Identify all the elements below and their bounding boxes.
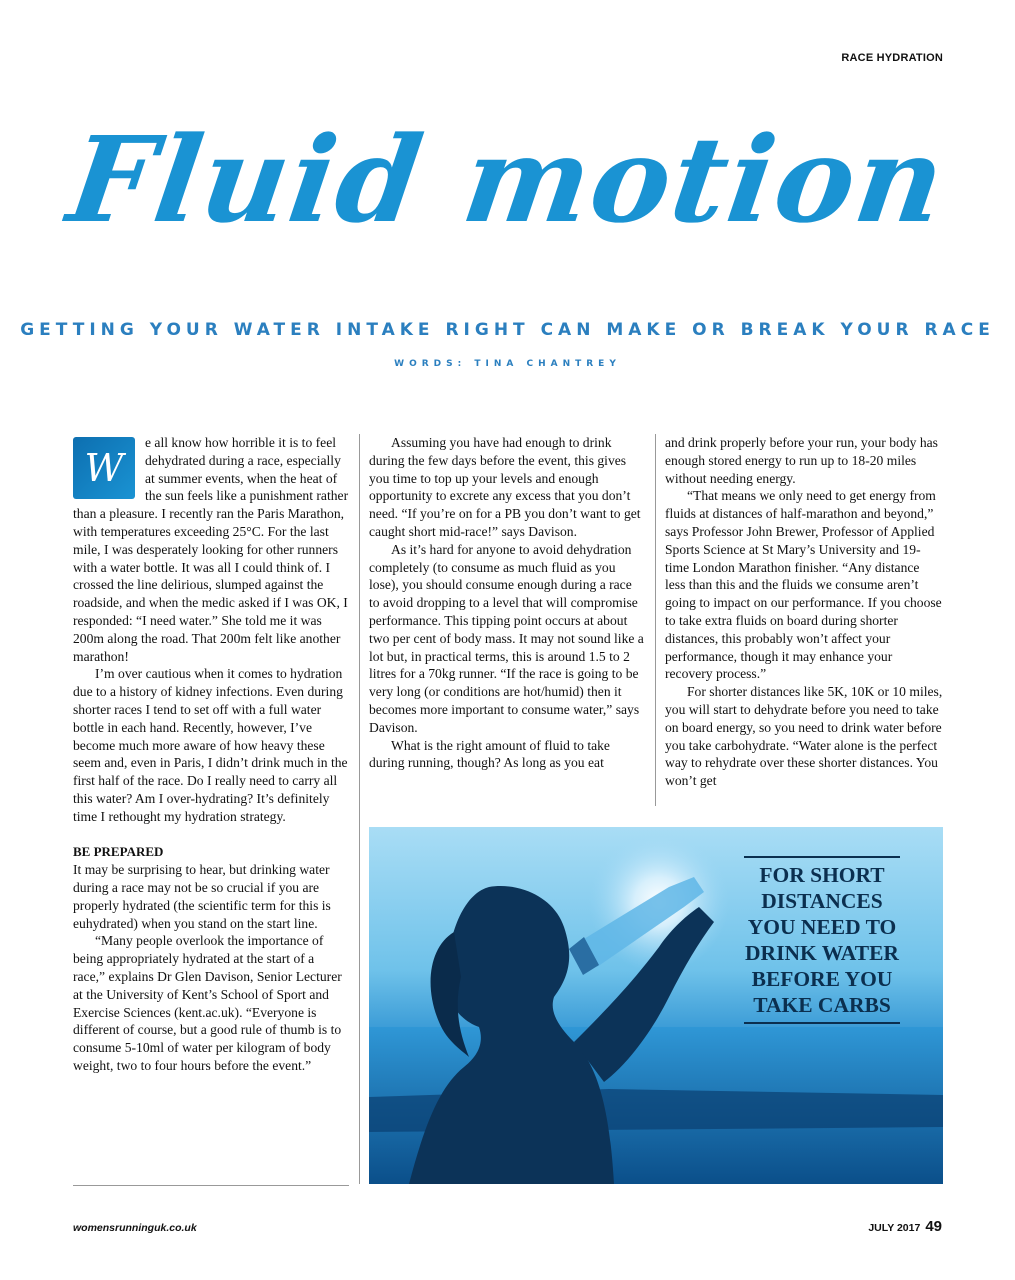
- article-column-2: [369, 434, 644, 772]
- headline: Fluid motion: [60, 110, 955, 249]
- article-column-1: [73, 434, 349, 1075]
- pull-quote: [742, 856, 902, 1024]
- column-divider: [655, 434, 656, 806]
- article-column-3: [665, 434, 943, 790]
- page-number: 49: [925, 1218, 942, 1235]
- paragraph: As it’s hard for anyone to avoid dehydration completely (to consume as much fluid as you lose), you should consume enough during a race to avoid dropping to a level that will compromise performance. This tipping point occurs at about two per cent of body mass. It may not sound like a lot but, in practical terms, this is around 1.5 to 2 litres for a 70kg runner. “If the race is going to be very long (or conditions are hot/humid) then it becomes more important to consume water,” says Davison.: [369, 541, 644, 735]
- byline: WORDS: TINA CHANTREY: [394, 359, 621, 369]
- standfirst: GETTING YOUR WATER INTAKE RIGHT CAN MAKE OR BREAK YOUR RACE: [20, 320, 995, 340]
- paragraph: e all know how horrible it is to feel dehydrated during a race, especially at summer events, when the heat of the sun feels like a punishment rather than a pleasure. I recently ran the Paris Marathon, with temperatures exceeding 25°C. For the last mile, I was desperately looking for other runners with a water bottle. It was all I could think of. I crossed the line delirious, slumped against the roadside, and when the medic asked if I was OK, I responded: “I need water.” She told me it was 200m along the road. That 200m felt like another marathon!: [73, 435, 349, 664]
- dropcap: W: [73, 437, 135, 499]
- pull-quote-bottom-rule: [744, 1022, 900, 1024]
- pull-quote-text: FOR SHORT DISTANCES YOU NEED TO DRINK WATER BEFORE YOU TAKE CARBS: [745, 863, 899, 1017]
- footer-issue: JULY 2017: [868, 1222, 921, 1234]
- paragraph: Assuming you have had enough to drink during the few days before the event, this gives you time to top up your levels and enough opportunity to excrete any excess that you don’t need. “If you’re on for a PB you don’t want to get caught short mid-race!” says Davison.: [369, 435, 641, 539]
- subheading: BE PREPARED: [73, 844, 164, 860]
- paragraph: “Many people overlook the importance of being appropriately hydrated at the start of a race,” explains Dr Glen Davison, Senior Lecturer at the University of Kent’s School of Sport and Exercise Sciences (kent.ac.uk). “Everyone is different of course, but a good rule of thumb is to consume 5-10ml of water per kilogram of body weight, two to four hours before the event.”: [73, 933, 342, 1073]
- footer-website: womensrunninguk.co.uk: [73, 1222, 197, 1234]
- column-end-rule: [73, 1185, 349, 1186]
- footer-folio: [868, 1218, 942, 1235]
- paragraph: and drink properly before your run, your body has enough stored energy to run up to 18-20 miles without needing energy.: [665, 435, 938, 486]
- paragraph: What is the right amount of fluid to take during running, though? As long as you eat: [369, 737, 610, 771]
- paragraph: It may be surprising to hear, but drinking water during a race may not be so crucial if you are properly hydrated (the scientific term for this is euhydrated) when you stand on the start line.: [73, 862, 331, 931]
- paragraph: For shorter distances like 5K, 10K or 10 miles, you will start to dehydrate before you need to take on board energy, so you need to drink water before you take carbohydrate. “Water alone is the perfect way to rehydrate over these shorter distances. You won’t get: [665, 684, 943, 789]
- paragraph: “That means we only need to get energy from fluids at distances of half-marathon and beyond,” says Professor John Brewer, Professor of Applied Sports Science at St Mary’s University and 19-time London Marathon finisher. “Any distance less than this and the fluids we consume aren’t going to impact on our performance. If you choose to take extra fluids on board during shorter distances, this probably won’t affect your performance, though it may enhance your recovery process.”: [665, 488, 942, 682]
- paragraph: I’m over cautious when it comes to hydration due to a history of kidney infections. Even during shorter races I tend to set off with a full water bottle in each hand. Recently, however, I’ve become much more aware of how heavy these seem and, even in Paris, I didn’t drink much in the first half of the race. Do I really need to carry all this water? Am I over-hydrating? It’s definitely time I rethought my hydration strategy.: [73, 666, 348, 824]
- column-divider: [359, 434, 360, 1184]
- section-tag: RACE HYDRATION: [841, 52, 943, 64]
